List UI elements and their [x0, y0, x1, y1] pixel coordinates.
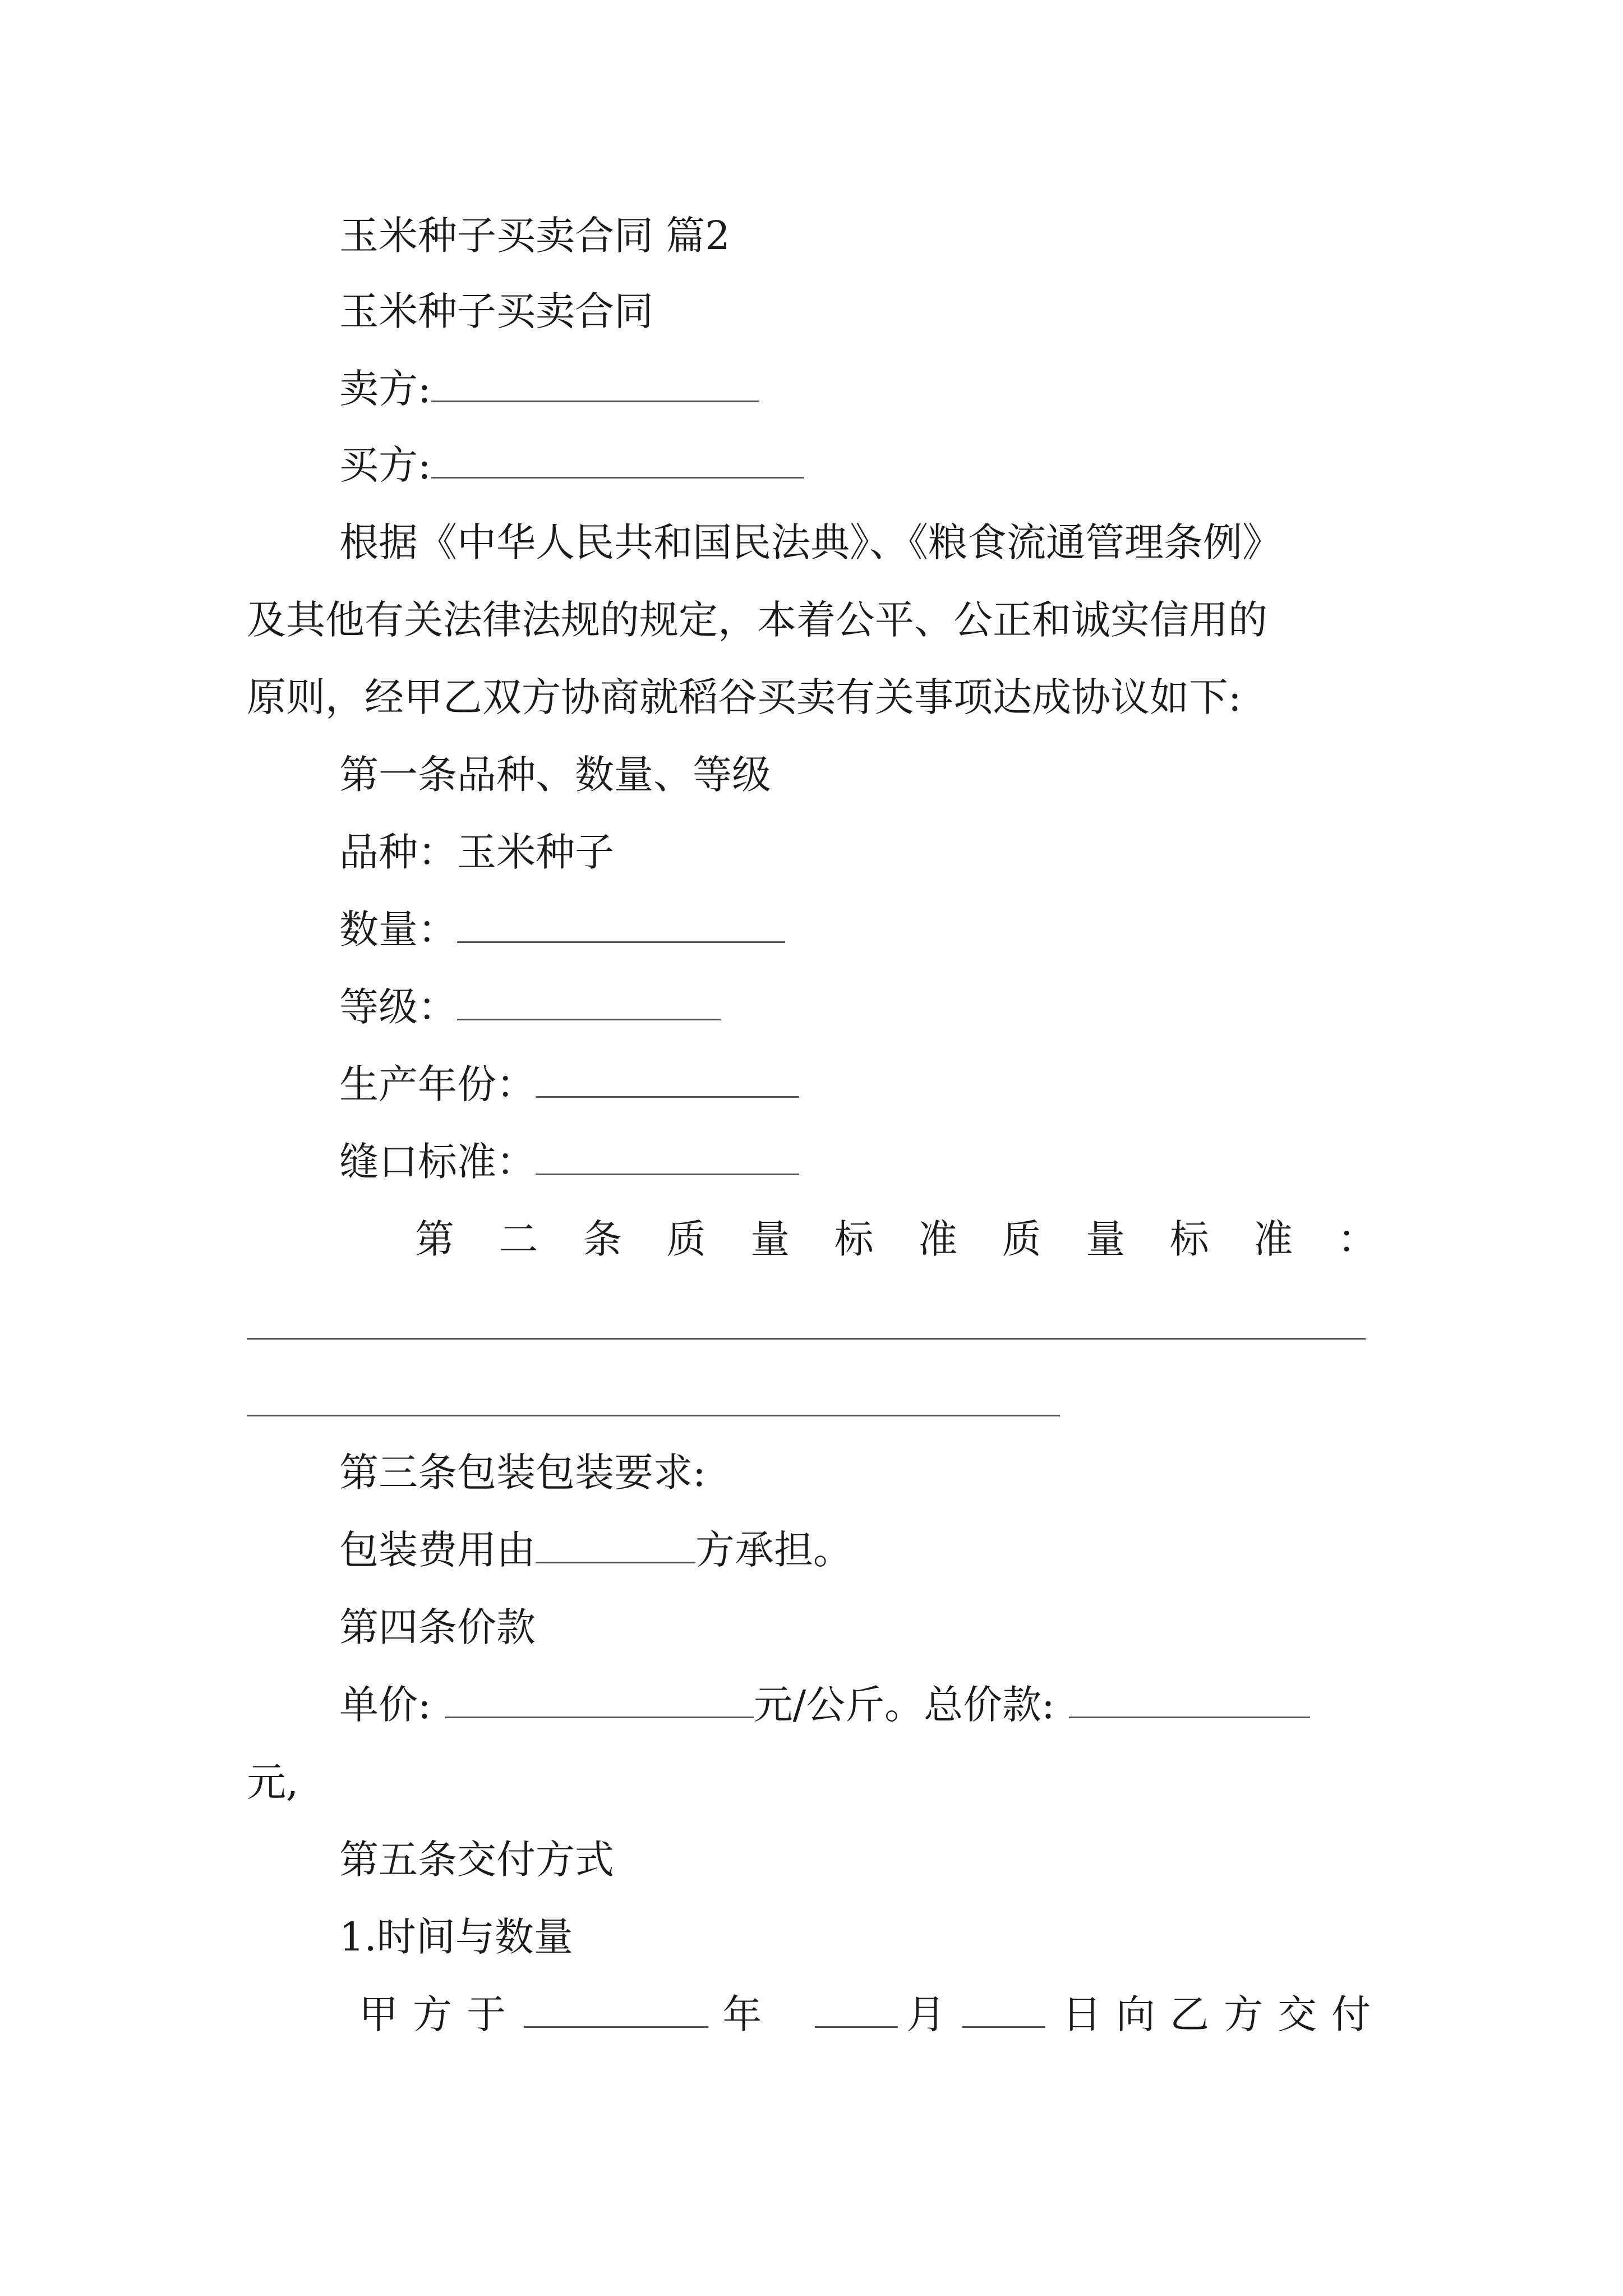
seller-blank [431, 368, 759, 402]
article-2-title [415, 1214, 1377, 1264]
a2-char: 标 [1169, 1216, 1209, 1262]
total-unit: 元, [247, 1759, 299, 1805]
grade-line [0, 982, 1623, 1032]
a2-char: 准 [918, 1216, 958, 1262]
seam-blank [536, 1141, 799, 1175]
a2-char: 标 [834, 1216, 874, 1262]
intro-line-2: 及其他有关法律法规的规定，本着公平、公正和诚实信用的 [247, 597, 1267, 643]
a2-char: 条 [583, 1216, 623, 1262]
quality-blank-line-1 [247, 1338, 1366, 1340]
total-price-blank [1069, 1684, 1310, 1718]
quantity-label: 数量： [339, 907, 457, 953]
packaging-line [0, 1525, 1623, 1575]
grade-blank [457, 986, 721, 1020]
article-4-title: 第四条价款 [339, 1604, 536, 1650]
variety-line: 品种：玉米种子 [339, 829, 614, 875]
a2-char: 二 [499, 1216, 538, 1262]
intro-line-1: 根据《中华人民共和国民法典》、《粮食流通管理条例》 [339, 519, 1281, 565]
packaging-blank [536, 1529, 695, 1563]
unit-price-unit: 元/公斤。总价款: [753, 1682, 1055, 1728]
item-1-title: 1.时间与数量 [339, 1914, 573, 1960]
quantity-blank [457, 909, 785, 943]
contract-title: 玉米种子买卖合同 [339, 288, 653, 334]
delivery-line [359, 1989, 1385, 2040]
delivery-tail: 日向乙方交付 [1062, 1991, 1386, 2037]
unit-price-label: 单价: [339, 1682, 431, 1728]
unit-price-blank [445, 1684, 754, 1718]
delivery-prefix: 甲方于 [359, 1991, 520, 2037]
grade-label: 等级： [339, 984, 457, 1030]
article-1-title: 第一条品种、数量、等级 [339, 752, 771, 798]
delivery-day-blank [962, 1994, 1045, 2028]
seam-line [0, 1137, 1623, 1187]
delivery-year: 年 [722, 1991, 762, 2037]
intro-line-3: 原则，经甲乙双方协商就稻谷买卖有关事项达成协议如下: [247, 674, 1242, 720]
section-heading: 玉米种子买卖合同 篇2 [339, 213, 730, 259]
a2-char: 量 [1086, 1216, 1126, 1262]
seller-line [0, 364, 1623, 414]
delivery-year-blank [524, 1994, 708, 2028]
seller-label: 卖方: [339, 366, 431, 412]
buyer-line [0, 440, 1623, 490]
year-label: 生产年份： [339, 1061, 536, 1107]
a2-char: 量 [750, 1216, 790, 1262]
seam-label: 缝口标准： [339, 1139, 536, 1185]
a2-char: 质 [666, 1216, 706, 1262]
packaging-pre: 包装费用由 [339, 1527, 536, 1573]
quality-blank-line-2 [247, 1415, 1060, 1416]
a2-char: 准 [1253, 1216, 1293, 1262]
article-3-title: 第三条包装包装要求: [339, 1450, 706, 1496]
buyer-label: 买方: [339, 442, 431, 488]
quantity-line [0, 904, 1623, 955]
a2-char: 第 [415, 1216, 454, 1262]
article-5-title: 第五条交付方式 [339, 1837, 614, 1883]
year-line [0, 1059, 1623, 1110]
packaging-post: 方承担。 [695, 1527, 852, 1573]
price-line [0, 1680, 1623, 1730]
delivery-month: 月 [906, 1991, 946, 2037]
year-blank [536, 1064, 799, 1098]
a2-char: ： [1337, 1216, 1377, 1262]
delivery-month-blank [815, 1994, 898, 2028]
a2-char: 质 [1002, 1216, 1041, 1262]
buyer-blank [431, 444, 804, 478]
